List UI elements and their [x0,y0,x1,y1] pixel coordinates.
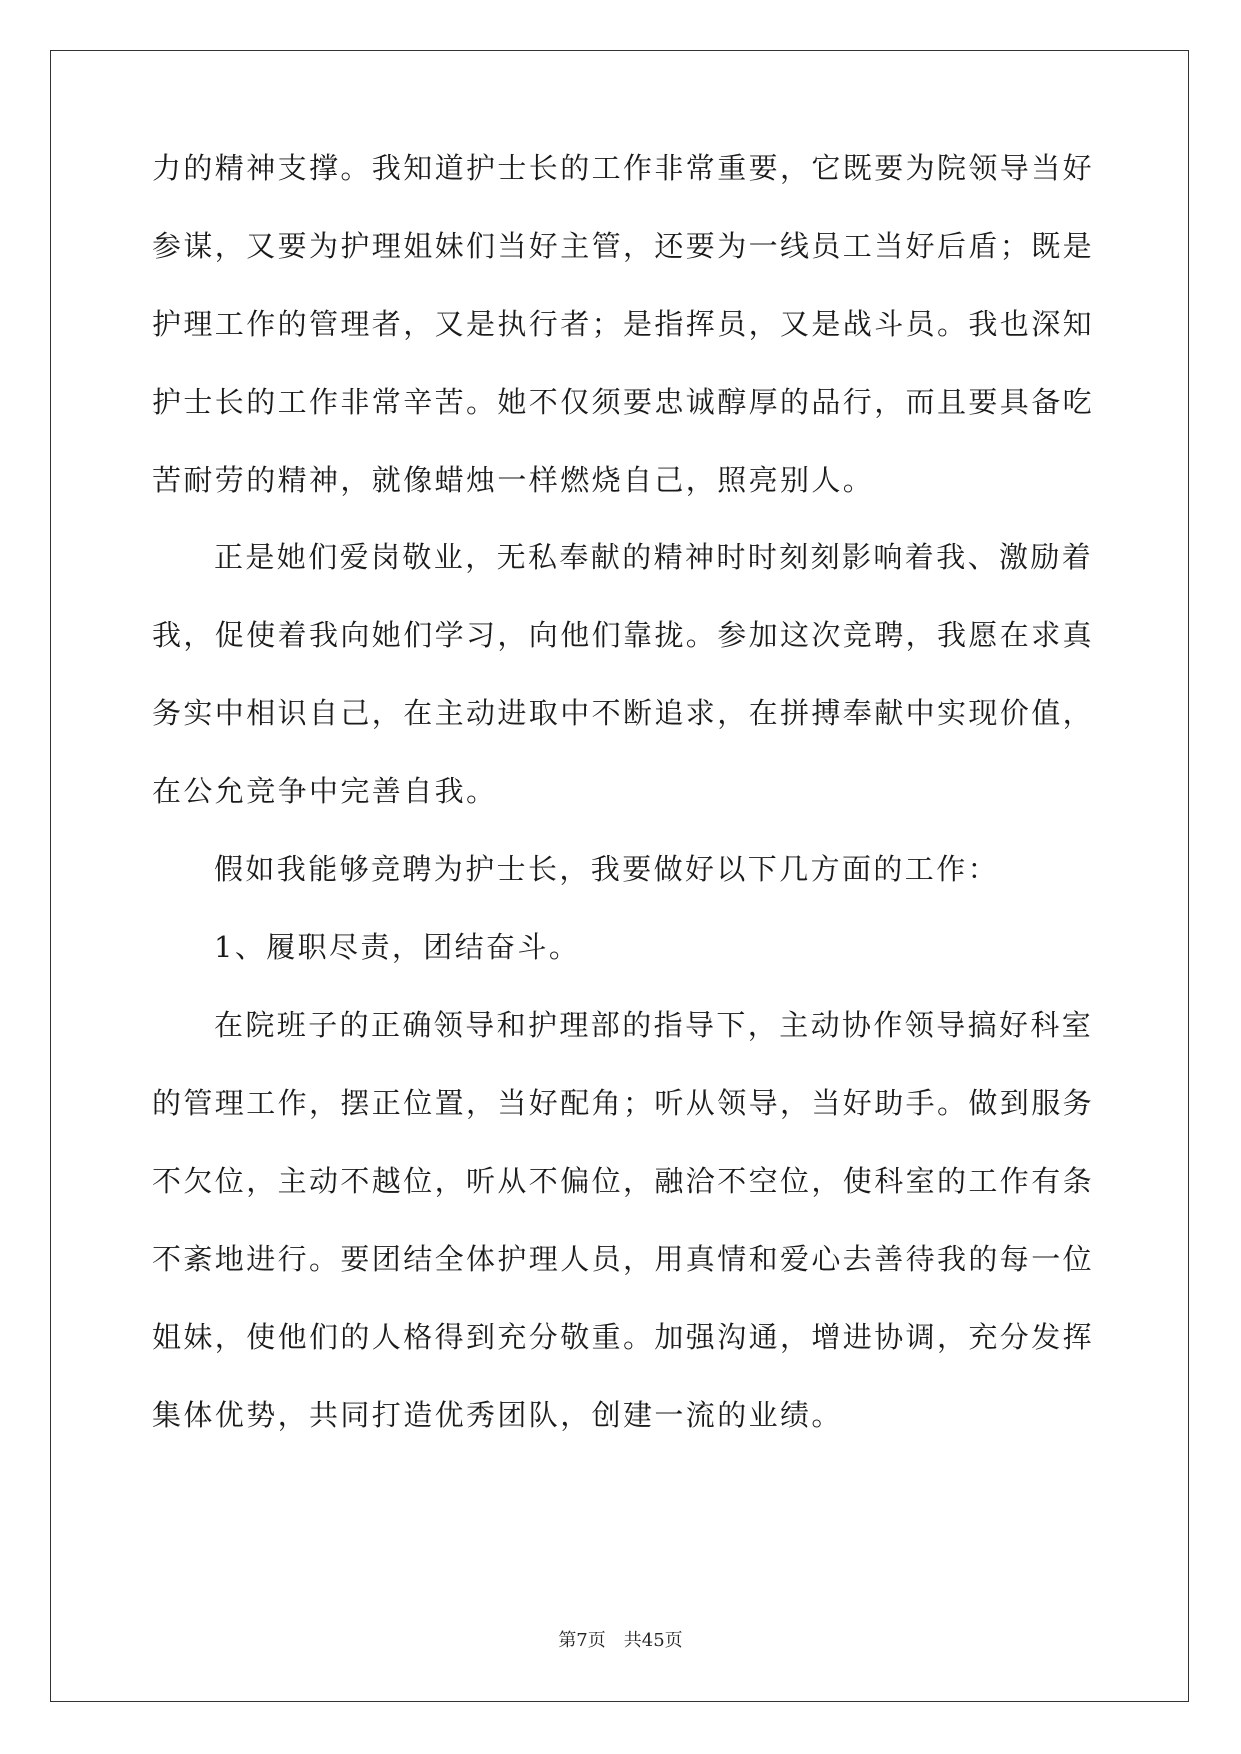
text-line: 苦耐劳的精神，就像蜡烛一样燃烧自己，照亮别人。 [152,463,875,497]
text-line: 集体优势，共同打造优秀团队，创建一流的业绩。 [152,1398,843,1432]
text-line: 我，促使着我向她们学习，向他们靠拢。参加这次竞聘，我愿在求真 [152,618,1095,652]
text-line: 在公允竞争中完善自我。 [152,774,498,808]
text-line: 不紊地进行。要团结全体护理人员，用真情和爱心去善待我的每一位 [152,1242,1095,1276]
text-line: 姐妹，使他们的人格得到充分敬重。加强沟通，增进协调，充分发挥 [152,1320,1095,1354]
paragraph-first-line: 假如我能够竞聘为护士长，我要做好以下几方面的工作： [214,852,1000,886]
text-line: 的管理工作，摆正位置，当好配角；听从领导，当好助手。做到服务 [152,1086,1095,1120]
text-line: 护理工作的管理者，又是执行者；是指挥员，又是战斗员。我也深知 [152,307,1095,341]
page-total: 共45页 [623,1630,683,1651]
page-footer [0,1626,1241,1652]
text-line: 不欠位，主动不越位，听从不偏位，融洽不空位，使科室的工作有条 [152,1164,1095,1198]
page-number: 第7页 [558,1630,606,1651]
text-line: 护士长的工作非常辛苦。她不仅须要忠诚醇厚的品行，而且要具备吃 [152,385,1095,419]
text-line: 参谋，又要为护理姐妹们当好主管，还要为一线员工当好后盾；既是 [152,229,1095,263]
section-heading: 1、履职尽责，团结奋斗。 [214,930,581,964]
text-line: 力的精神支撑。我知道护士长的工作非常重要，它既要为院领导当好 [152,151,1095,185]
text-line: 务实中相识自己，在主动进取中不断追求，在拼搏奉献中实现价值， [152,696,1095,730]
paragraph-first-line: 在院班子的正确领导和护理部的指导下，主动协作领导搞好科室 [214,1008,1094,1042]
paragraph-first-line: 正是她们爱岗敬业，无私奉献的精神时时刻刻影响着我、激励着 [214,540,1094,574]
